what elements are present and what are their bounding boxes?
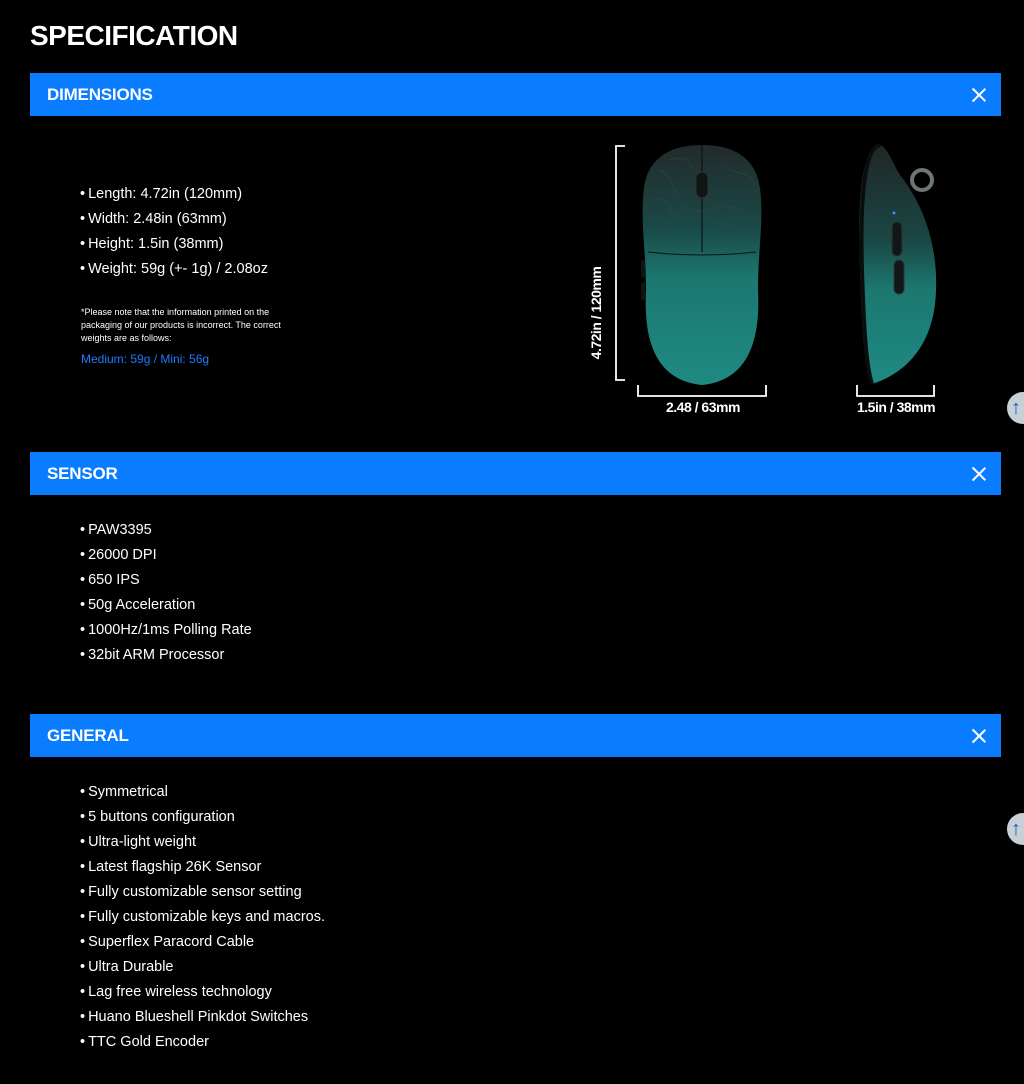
list-item: • Height: 1.5in (38mm) <box>80 232 268 257</box>
list-item: • 32bit ARM Processor <box>80 643 252 668</box>
close-icon[interactable] <box>971 466 987 482</box>
mouse-side-view-image <box>850 140 950 402</box>
list-item: • TTC Gold Encoder <box>80 1030 325 1055</box>
close-icon[interactable] <box>971 87 987 103</box>
arrow-up-icon[interactable]: ↑ <box>1007 813 1024 845</box>
list-item: • 5 buttons configuration <box>80 805 325 830</box>
list-item: • Width: 2.48in (63mm) <box>80 207 268 232</box>
list-item: • Weight: 59g (+- 1g) / 2.08oz <box>80 257 268 282</box>
section-title-general: GENERAL <box>47 725 129 745</box>
list-item: • Ultra-light weight <box>80 830 325 855</box>
page-title: SPECIFICATION <box>30 20 238 51</box>
list-item: • 26000 DPI <box>80 543 252 568</box>
list-item: • Length: 4.72in (120mm) <box>80 182 268 207</box>
list-item: • 650 IPS <box>80 568 252 593</box>
general-list <box>80 780 325 1055</box>
section-header-general[interactable] <box>30 714 1001 757</box>
packaging-note: *Please note that the information printed on the packaging of our products is incorrect. The correct weights are as follows: <box>81 307 281 343</box>
sensor-list <box>80 518 252 668</box>
arrow-up-icon[interactable]: ↑ <box>1007 392 1024 424</box>
list-item: • Fully customizable sensor setting <box>80 880 325 905</box>
length-dimension-label: 4.72in / 120mm <box>588 266 604 360</box>
width-dimension-label: 2.48 / 63mm <box>666 399 740 415</box>
list-item: • PAW3395 <box>80 518 252 543</box>
mouse-top-view-image <box>610 140 790 402</box>
list-item: • Latest flagship 26K Sensor <box>80 855 325 880</box>
section-title-sensor: SENSOR <box>47 463 118 483</box>
close-icon[interactable] <box>971 728 987 744</box>
list-item: • Fully customizable keys and macros. <box>80 905 325 930</box>
height-dimension-label: 1.5in / 38mm <box>857 399 936 415</box>
dimensions-list <box>80 182 268 282</box>
section-header-dimensions[interactable] <box>30 73 1001 116</box>
correct-weights: Medium: 59g / Mini: 56g <box>81 352 210 366</box>
section-title-dimensions: DIMENSIONS <box>47 84 153 104</box>
list-item: • 1000Hz/1ms Polling Rate <box>80 618 252 643</box>
list-item: • Huano Blueshell Pinkdot Switches <box>80 1005 325 1030</box>
list-item: • Symmetrical <box>80 780 325 805</box>
list-item: • Superflex Paracord Cable <box>80 930 325 955</box>
list-item: • Lag free wireless technology <box>80 980 325 1005</box>
list-item: • Ultra Durable <box>80 955 325 980</box>
list-item: • 50g Acceleration <box>80 593 252 618</box>
section-header-sensor[interactable] <box>30 452 1001 495</box>
